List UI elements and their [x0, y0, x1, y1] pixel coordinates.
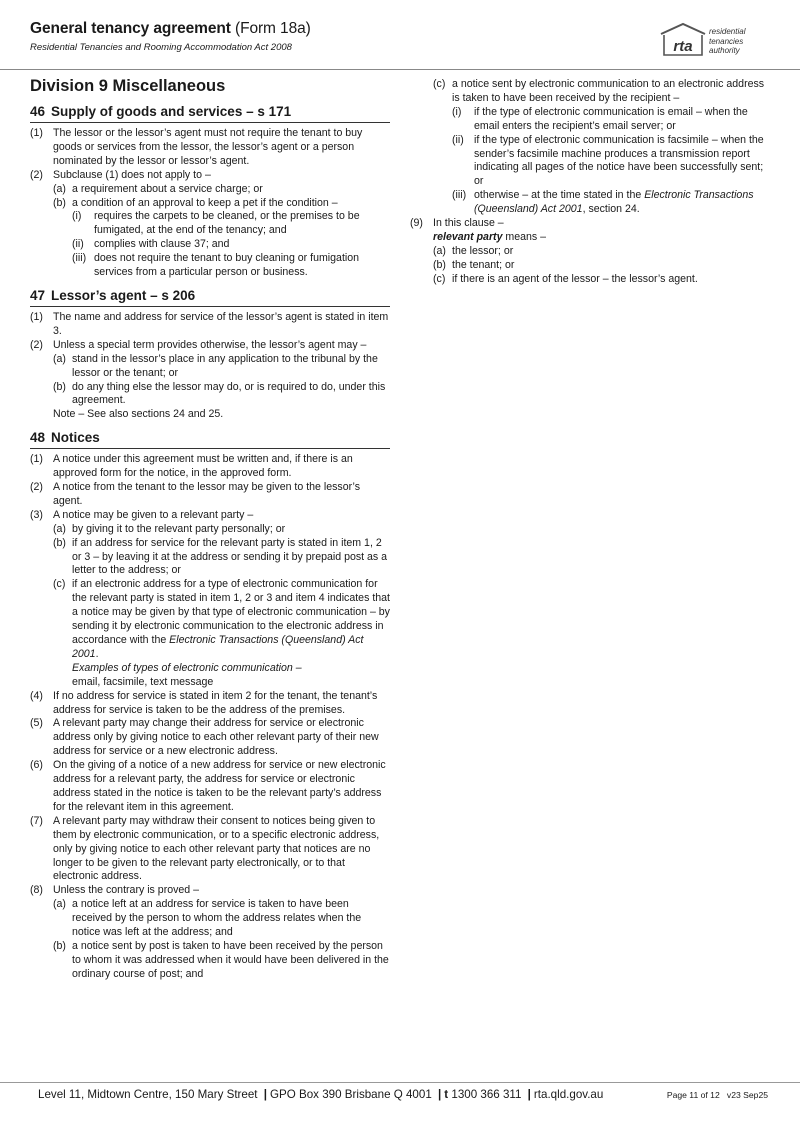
clause-48-3b: (b) if an address for service for the relevant party is stated in item 1, 2 or 3 – by leaving it at the address or sending it by prepaid post as a letter to the address; or — [53, 536, 388, 577]
clause-48-8a: (a) a notice left at an address for service is taken to have been received by the person to whom the address relates when the notice was left at the address; and — [53, 898, 362, 939]
clause-46-2a: (a) a requirement about a service charge; or — [53, 182, 263, 195]
left-column — [30, 76, 390, 982]
right-column — [410, 78, 770, 287]
footer-address: Level 11, Midtown Centre, 150 Mary Street — [38, 1088, 258, 1101]
clause-48-6: (6) On the giving of a notice of a new address for service or new electronic address for a relevant party, the address for service or electronic address stated in the notice is taken to be the relevant party’s address for the relevant item in this agreement. — [30, 759, 386, 813]
clause-48-8c-i: (i) if the type of electronic communication is email – when the email enters the recipient’s email server; or — [452, 105, 748, 132]
version: v23 Sep25 — [726, 1090, 768, 1100]
clause-48-8c-iii: (iii) otherwise – at the time stated in the Electronic Transactions (Queensland) Act 2001, section 24. — [452, 189, 754, 216]
clause-46-2b-ii: (ii) complies with clause 37; and — [72, 238, 230, 251]
document-title-main: General tenancy agreement — [30, 20, 231, 37]
clause-48-3a: (a) by giving it to the relevant party personally; or — [53, 522, 286, 535]
clause-48-9: (9) In this clause – — [410, 217, 504, 230]
clause-47-2: (2) Unless a special term provides otherwise, the lessor’s agent may – — [30, 338, 367, 351]
clause-48-4: (4) If no address for service is stated in item 2 for the tenant, the tenant’s address for service is taken to be the address of the premises. — [30, 689, 378, 716]
footer-divider — [0, 1082, 800, 1083]
clause-48-9b: (b) the tenant; or — [433, 258, 515, 271]
clause-48-5: (5) A relevant party may change their address for service or electronic address only by giving notice to each other relevant party of their new address for service or a new electronic address. — [30, 717, 379, 758]
header-divider — [0, 69, 800, 70]
logo-text: residential tenancies authority — [709, 27, 746, 55]
section-46-heading: 46 Supply of goods and services – s 171 — [30, 104, 390, 123]
page-header — [30, 20, 770, 66]
footer-website[interactable]: rta.qld.gov.au — [533, 1088, 604, 1101]
clause-46-2: (2) Subclause (1) does not apply to – — [30, 168, 211, 181]
clause-48-8c: (c) a notice sent by electronic communication to an electronic address is taken to have been received by the recipient – — [433, 78, 765, 104]
section-48-heading: 48 Notices — [30, 430, 390, 449]
page-number: Page 11 of 12 — [666, 1090, 720, 1100]
clause-48-3c-examples-title: Examples of types of electronic communication – — [72, 661, 302, 674]
page-info — [667, 1090, 768, 1100]
page-footer: Level 11, Midtown Centre, 150 Mary Street | GPO Box 390 Brisbane Q 4001 | t 1300 366 311 | rta.qld.gov.au Page 11 of 12 v23 Sep25 — [38, 1088, 768, 1101]
document-subtitle: Residential Tenancies and Rooming Accommodation Act 2008 — [30, 42, 292, 53]
clause-46-2b-iii: (iii) does not require the tenant to buy cleaning or fumigation services from a particular person or business. — [72, 252, 360, 279]
division-title: Division 9 Miscellaneous — [30, 77, 226, 95]
footer-phone: 1300 366 311 — [451, 1088, 522, 1101]
clause-48-3c: (c) if an electronic address for a type of electronic communication for the relevant party is stated in item 1, 2 or 3 and item 4 indicates that a notice may be given by that type of electronic communication – by sending it by electronic communication to the electronic address in accordance with the Electronic Transactions (Queensland) Act 2001. — [53, 578, 390, 660]
rta-logo — [658, 22, 770, 62]
clause-47-2b: (b) do any thing else the lessor may do, or is required to do, under this agreement. — [53, 380, 386, 407]
clause-47-note: Note – See also sections 24 and 25. — [53, 408, 224, 421]
rta-house-icon — [658, 22, 708, 58]
footer-phone-label: t — [444, 1088, 449, 1101]
clause-48-9c: (c) if there is an agent of the lessor – the lessor’s agent. — [433, 272, 698, 285]
clause-48-2: (2) A notice from the tenant to the lessor may be given to the lessor’s agent. — [30, 481, 360, 507]
logo-mark: rta — [673, 38, 693, 55]
clause-46-2b: (b) a condition of an approval to keep a pet if the condition – — [53, 196, 338, 209]
clause-48-9a: (a) the lessor; or — [433, 244, 514, 257]
clause-48-3c-examples: email, facsimile, text message — [72, 675, 214, 688]
form-number: (Form 18a) — [235, 20, 311, 37]
clause-48-8b: (b) a notice sent by post is taken to have been received by the person to whom it was addressed when it would have been delivered in the ordinary course of post; and — [53, 939, 389, 980]
clause-47-2a: (a) stand in the lessor’s place in any application to the tribunal by the lessor or the tenant; or — [53, 352, 378, 379]
clause-47-1: (1) The name and address for service of the lessor’s agent is stated in item 3. — [30, 310, 389, 337]
clause-48-1: (1) A notice under this agreement must be written and, if there is an approved form for the notice, in the approved form. — [30, 453, 353, 480]
section-47-heading: 47 Lessor’s agent – s 206 — [30, 288, 390, 307]
clause-48-7: (7) A relevant party may withdraw their consent to notices being given to them by electronic communication, or to a specific electronic address, only by giving notice to each other relevant party that notices are no longer to be given to the relevant party electronically, or to that electronic address. — [30, 814, 380, 883]
clause-46-1: (1) The lessor or the lessor’s agent must not require the tenant to buy goods or services from the lessor, the lessor’s agent or a person nominated by the lessor or lessor’s agent. — [30, 127, 363, 167]
definition-relevant-party: relevant party means – — [433, 230, 547, 243]
clause-48-8: (8) Unless the contrary is proved – — [30, 884, 200, 897]
clause-48-3: (3) A notice may be given to a relevant party – — [30, 508, 254, 521]
footer-gpo: GPO Box 390 Brisbane Q 4001 — [270, 1088, 432, 1101]
clause-48-8c-ii: (ii) if the type of electronic communication is facsimile – when the sender’s facsimile machine produces a transmission report indicating all pages of the notice have been successfully sent; or — [452, 133, 764, 188]
clause-46-2b-i: (i) requires the carpets to be cleaned, or the premises to be fumigated, at the end of the tenancy; and — [72, 210, 360, 237]
